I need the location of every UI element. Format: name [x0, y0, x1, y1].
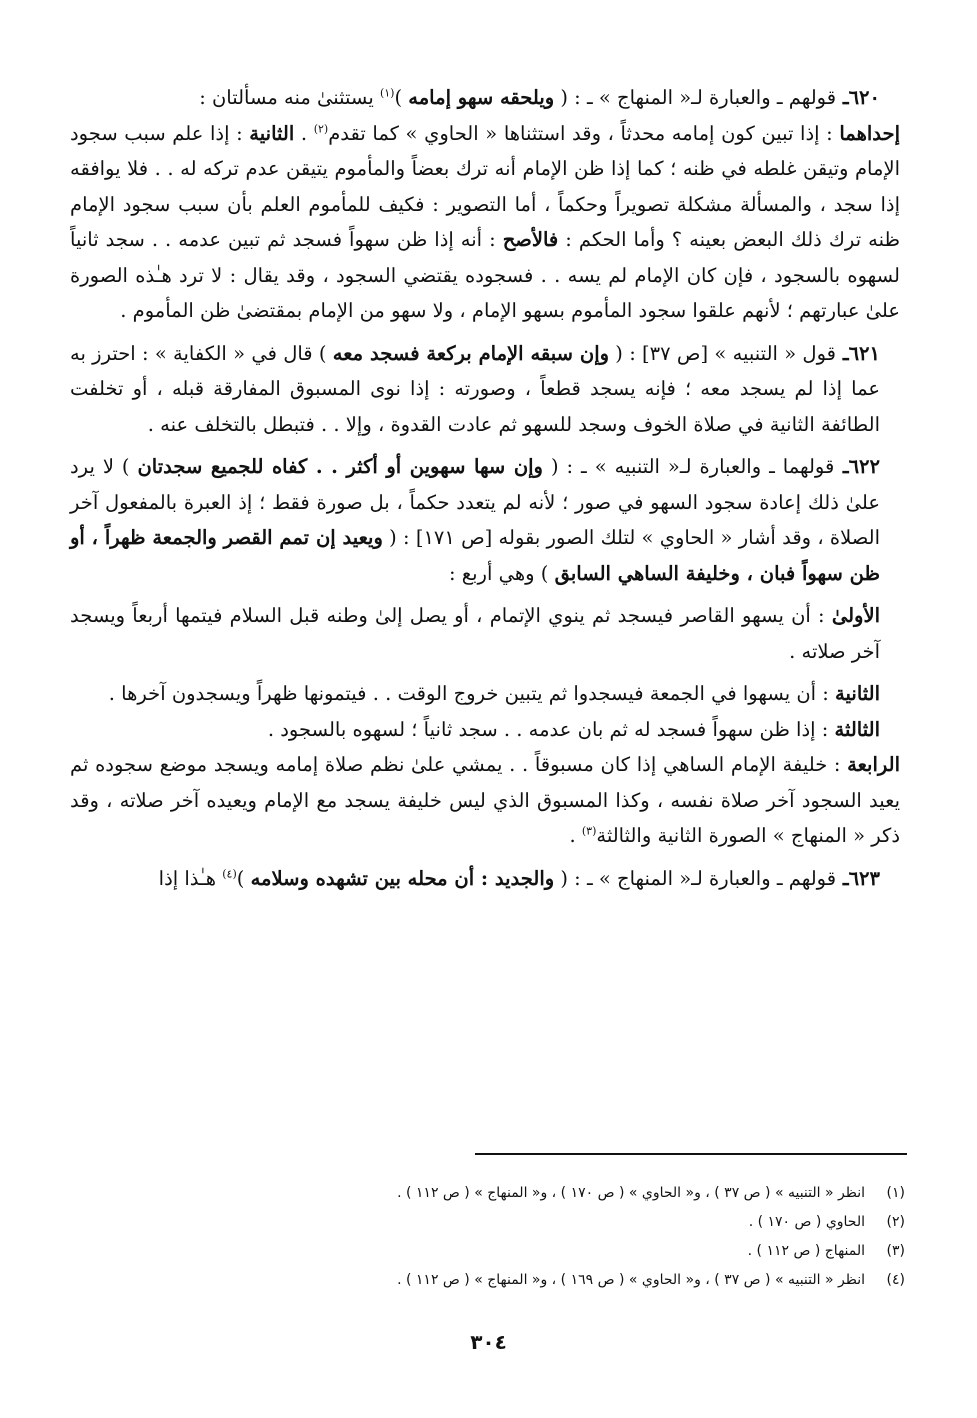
text-run: ) وهي أربع :	[448, 561, 555, 585]
footnote	[70, 1207, 905, 1236]
text-run: : خليفة الإمام الساهي إذا كان مسبوقاً . . يمشي علىٰ نظم صلاة إمامه ويسجد موضع سجوده ثم يعيد السجود آخر صلاة نفسه ، وكذا المسبوق الذي ليس خليفة يسجد مع الإمام ويعيده آخر صلاته ، وقد ذكر « المنهاج » الصورة الثانية والثالثة	[70, 753, 900, 847]
footnote-number: (٣)	[886, 1242, 905, 1259]
footnote-text: المنهاج ( ص ١١٢ ) .	[747, 1242, 865, 1259]
text-run: : أنه إذا ظن سهواً فسجد ثم تبين عدمه . . سجد ثانياً لسهوه بالسجود ، فإن كان الإمام لم يسه . . فسجوده يقتضي السجود ، وقد يقال : لا ترد هـٰذه الصورة علىٰ عبارتهم ؛ لأنهم علقوا سجود المأموم بسهو الإمام ، ولا سهو من الإمام بمقتضىٰ ظن المأموم .	[70, 228, 900, 322]
bold-text: وإن سها سهوين أو أكثر . . كفاه للجميع سجدتان	[137, 455, 543, 478]
text-run: .	[569, 824, 582, 847]
page-number: ٣٠٤	[470, 1330, 507, 1354]
text-run: : أن يسهوا في الجمعة فيسجدوا ثم يتبين خروج الوقت . . فيتمونها ظهراً ويسجدون آخرها .	[108, 682, 836, 705]
paragraph	[70, 676, 900, 712]
text-run: : إذا علم سبب سجود الإمام وتيقن غلطه في ظنه ؛ كما إذا ظن الإمام أنه ترك بعضاً والمأموم يتيقن عدم تركه له . . فلا يوافقه إذا سجد ، والمسألة مشكلة تصويراً وحكماً ، أما التصوير : فكيف للمأموم العلم بأن سبب سجود الإمام ظنه ترك ذلك البعض بعينه ؟ وأما الحكم :	[70, 121, 900, 251]
text-run: هـٰذا إذا	[158, 866, 223, 890]
paragraph	[70, 598, 900, 669]
bold-text: فالأصح	[502, 228, 559, 251]
bold-text: وإن سبقه الإمام بركعة فسجد معه	[332, 341, 610, 365]
footnote	[70, 1236, 905, 1265]
text-run: ) قال في « الكفاية » : احترز به عما إذا لم يسجد معه ؛ فإنه يسجد قطعاً ، وصورته : إذا نوى المسبوق المفارقة قبله ، أو تخلفت الطائفة الثانية في صلاة الخوف وسجد للسهو ثم عادت القدوة ، وإلا . . فتبطل بالتخلف عنه .	[70, 341, 880, 436]
paragraph	[70, 747, 900, 854]
bold-text: ويلحقه سهو إمامه	[408, 86, 555, 109]
paragraph	[70, 861, 900, 897]
bold-text: ٦٢٢ـ	[834, 455, 880, 478]
bold-text: الثانية	[249, 121, 295, 145]
text-run: : إذا ظن سهواً فسجد له ثم بان عدمه . . سجد ثانياً ؛ لسهوه بالسجود .	[267, 717, 835, 741]
footnote-text: انظر « التنبيه » ( ص ٣٧ ) ، و« الحاوي » ( ص ١٧٠ ) ، و« المنهاج » ( ص ١١٢ ) .	[397, 1184, 865, 1201]
text-run: )	[394, 86, 409, 109]
footnote	[70, 1265, 905, 1294]
bold-text: الرابعة	[847, 753, 900, 776]
footnote-text: الحاوي ( ص ١٧٠ ) .	[748, 1213, 865, 1230]
bold-text: ٦٢٠ـ	[836, 86, 880, 109]
footnote-number: (٢)	[886, 1213, 905, 1230]
footnote-ref: (٣)	[581, 824, 597, 838]
bold-text: الأولىٰ	[831, 604, 880, 627]
paragraph	[70, 449, 900, 591]
footnote-ref: (٤)	[222, 867, 237, 880]
text-run: قولهم ـ والعبارة لـ« المنهاج » ـ : (	[554, 866, 837, 890]
footnote-number: (٤)	[886, 1271, 905, 1288]
footnote-divider	[475, 1153, 907, 1155]
text-run: ) لا يرد علىٰ ذلك إعادة سجود السهو في صور ؛ لأنه لم يتعدد حكماً ، بل صورة فقط ؛ إذ العبرة بالمفعول آخر الصلاة ، وقد أشار « الحاوي » لتلك الصور بقوله [ص ١٧١] : (	[70, 455, 881, 549]
text-run: يستثنىٰ منه مسألتان :	[199, 86, 380, 109]
text-run: : أن يسهو القاصر فيسجد ثم ينوي الإتمام ، أو يصل إلىٰ وطنه قبل السلام فيتمها أربعاً ويسجد آخر صلاته .	[70, 604, 880, 663]
paragraph	[70, 336, 900, 443]
text-run: )	[236, 866, 251, 890]
bold-text: ٦٢٣ـ	[836, 866, 880, 890]
paragraph	[70, 116, 900, 329]
footnote-text: انظر « التنبيه » ( ص ٣٧ ) ، و« الحاوي » ( ص ١٦٩ ) ، و« المنهاج » ( ص ١١٢ ) .	[397, 1271, 865, 1288]
text-run: قول « التنبيه » [ص ٣٧] : (	[609, 341, 836, 365]
bold-text: ٦٢١ـ	[835, 341, 880, 365]
footnote-ref: (٢)	[313, 122, 329, 135]
bold-text: الثالثة	[834, 717, 880, 741]
text-run: قولهما ـ والعبارة لـ« التنبيه » ـ : (	[542, 455, 835, 478]
text-run: قولهم ـ والعبارة لـ« المنهاج » ـ : (	[554, 86, 837, 109]
bold-text: إحداهما	[839, 121, 900, 145]
text-run: : إذا تبين كون إمامه محدثاً ، وقد استثناها « الحاوي » كما تقدم	[328, 121, 840, 145]
footnote-ref: (١)	[379, 86, 395, 100]
paragraph	[70, 712, 900, 748]
main-text	[70, 80, 900, 896]
bold-text: ويعيد إن تمم القصر والجمعة ظهراً ، أو ظن سهواً فبان ، وخليفة الساهي السابق	[70, 526, 880, 585]
text-run: .	[294, 121, 314, 145]
paragraph	[70, 80, 900, 116]
bold-text: الثانية	[835, 682, 880, 705]
footnotes	[70, 1178, 905, 1294]
footnote-number: (١)	[886, 1184, 905, 1201]
footnote	[70, 1178, 905, 1207]
bold-text: والجديد : أن محله بين تشهده وسلامه	[250, 866, 555, 890]
